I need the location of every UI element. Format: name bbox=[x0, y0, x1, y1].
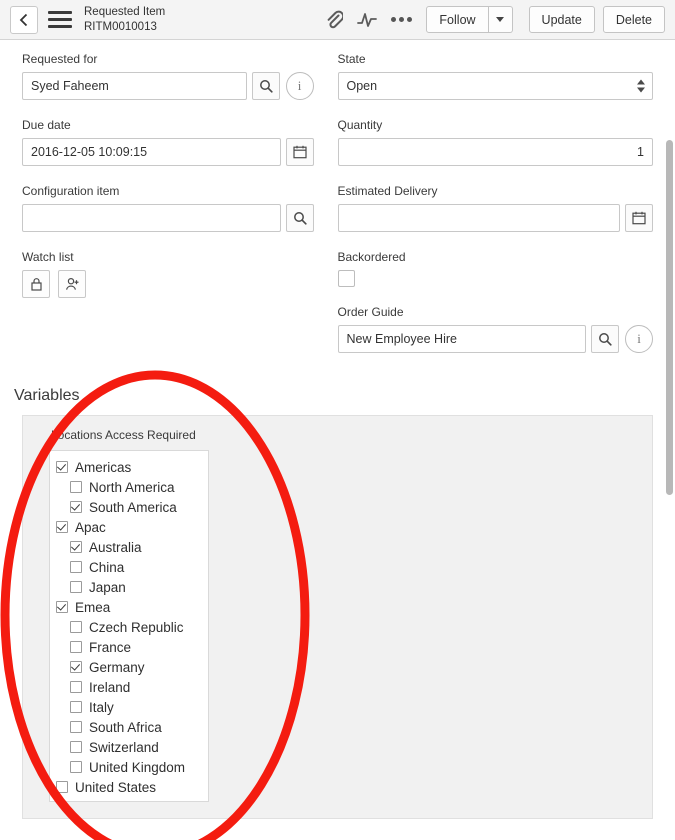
tree-item[interactable] bbox=[50, 657, 208, 677]
form-col-left-2 bbox=[22, 118, 338, 184]
form-row-4 bbox=[0, 250, 675, 371]
tree-checkbox[interactable] bbox=[56, 601, 68, 613]
chevron-left-icon bbox=[19, 13, 29, 27]
tree-checkbox[interactable] bbox=[70, 621, 82, 633]
tree-checkbox[interactable] bbox=[70, 541, 82, 553]
watch-list-add-me-button[interactable] bbox=[58, 270, 86, 298]
calendar-icon bbox=[632, 211, 646, 225]
tree-checkbox[interactable] bbox=[70, 681, 82, 693]
form-col-right-4 bbox=[338, 250, 654, 371]
requested-for-label: Requested for bbox=[22, 52, 98, 66]
tree-item-label: France bbox=[89, 639, 132, 655]
tree-item[interactable] bbox=[50, 457, 208, 477]
header-actions bbox=[426, 6, 665, 33]
chevron-down-icon bbox=[496, 17, 504, 22]
tree-checkbox[interactable] bbox=[70, 641, 82, 653]
add-person-icon bbox=[65, 277, 80, 291]
form-row-2 bbox=[0, 118, 675, 184]
tree-checkbox[interactable] bbox=[70, 581, 82, 593]
app-header bbox=[0, 0, 675, 40]
tree-checkbox[interactable] bbox=[70, 481, 82, 493]
backordered-field bbox=[338, 250, 654, 287]
tree-item[interactable] bbox=[50, 557, 208, 577]
form-col-right-3 bbox=[338, 184, 654, 250]
locations-access-required-label: Locations Access Required bbox=[51, 428, 196, 442]
state-selected-value: Open bbox=[346, 79, 378, 93]
tree-item-label: Japan bbox=[89, 579, 126, 595]
tree-item-label: Germany bbox=[89, 659, 145, 675]
form-row-3 bbox=[0, 184, 675, 250]
requested-for-info-icon[interactable]: i bbox=[286, 72, 314, 100]
form-col-right-1 bbox=[338, 52, 654, 118]
magnifier-icon bbox=[598, 332, 612, 346]
configuration-item-label: Configuration item bbox=[22, 184, 120, 198]
configuration-item-input[interactable] bbox=[22, 204, 281, 232]
watch-list-field bbox=[22, 250, 314, 298]
tree-item-label: Australia bbox=[89, 539, 142, 555]
magnifier-icon bbox=[259, 79, 273, 93]
tree-checkbox[interactable] bbox=[70, 661, 82, 673]
tree-item[interactable] bbox=[50, 757, 208, 777]
tree-item-label: North America bbox=[89, 479, 175, 495]
back-button[interactable] bbox=[10, 6, 38, 34]
variables-panel bbox=[22, 415, 653, 819]
due-date-input[interactable]: 2016-12-05 10:09:15 bbox=[22, 138, 281, 166]
estimated-delivery-field bbox=[338, 184, 654, 232]
tree-item-label: Ireland bbox=[89, 679, 131, 695]
state-select[interactable] bbox=[338, 72, 654, 100]
tree-item-label: United Kingdom bbox=[89, 759, 186, 775]
form-col-right-2 bbox=[338, 118, 654, 184]
tree-item-label: Switzerland bbox=[89, 739, 159, 755]
vertical-scrollbar[interactable] bbox=[666, 140, 673, 495]
tree-item[interactable] bbox=[50, 677, 208, 697]
lock-icon bbox=[30, 277, 43, 291]
tree-item-label: Italy bbox=[89, 699, 114, 715]
tree-item[interactable] bbox=[50, 477, 208, 497]
tree-item[interactable] bbox=[50, 617, 208, 637]
more-options-icon[interactable] bbox=[391, 17, 412, 22]
tree-item[interactable] bbox=[50, 497, 208, 517]
tree-item[interactable] bbox=[50, 717, 208, 737]
record-form bbox=[0, 40, 675, 819]
tree-item-label: Americas bbox=[75, 459, 132, 475]
order-guide-label: Order Guide bbox=[337, 305, 404, 319]
follow-button-group bbox=[426, 6, 512, 33]
tree-item[interactable] bbox=[50, 577, 208, 597]
tree-item[interactable] bbox=[50, 537, 208, 557]
locations-tree bbox=[49, 450, 209, 802]
tree-item-label: Czech Republic bbox=[89, 619, 184, 635]
tree-item[interactable] bbox=[50, 777, 208, 797]
tree-item-label: Emea bbox=[75, 599, 111, 615]
configuration-item-field bbox=[22, 184, 314, 232]
calendar-icon bbox=[293, 145, 307, 159]
tree-item-label: Apac bbox=[75, 519, 106, 535]
tree-item[interactable] bbox=[50, 697, 208, 717]
backordered-checkbox[interactable] bbox=[338, 270, 355, 287]
estimated-delivery-calendar-button[interactable] bbox=[625, 204, 653, 232]
backordered-label: Backordered bbox=[337, 250, 406, 264]
follow-dropdown-button[interactable] bbox=[489, 6, 513, 33]
estimated-delivery-input[interactable] bbox=[338, 204, 621, 232]
tree-item-label: China bbox=[89, 559, 125, 575]
due-date-label: Due date bbox=[22, 118, 71, 132]
spinner-arrows-icon bbox=[637, 80, 645, 93]
quantity-label: Quantity bbox=[337, 118, 383, 132]
tree-item[interactable] bbox=[50, 637, 208, 657]
tree-checkbox[interactable] bbox=[70, 761, 82, 773]
tree-checkbox[interactable] bbox=[70, 741, 82, 753]
tree-checkbox[interactable] bbox=[70, 721, 82, 733]
follow-button[interactable]: Follow bbox=[426, 6, 488, 33]
record-title-block bbox=[84, 5, 325, 34]
hamburger-menu-icon[interactable] bbox=[48, 9, 72, 31]
activity-stream-icon[interactable] bbox=[357, 11, 377, 29]
tree-checkbox[interactable] bbox=[56, 521, 68, 533]
quantity-input[interactable]: 1 bbox=[338, 138, 654, 166]
update-button[interactable]: Update bbox=[529, 6, 595, 33]
tree-item[interactable] bbox=[50, 517, 208, 537]
tree-item[interactable] bbox=[50, 597, 208, 617]
state-field bbox=[338, 52, 654, 100]
form-col-left-1 bbox=[22, 52, 338, 118]
record-number-label: RITM0010013 bbox=[84, 20, 157, 33]
tree-checkbox[interactable] bbox=[56, 461, 68, 473]
order-guide-info-icon[interactable]: i bbox=[625, 325, 653, 353]
tree-checkbox[interactable] bbox=[56, 781, 68, 793]
paperclip-icon[interactable] bbox=[325, 10, 343, 30]
delete-button[interactable]: Delete bbox=[603, 6, 665, 33]
form-col-left-4 bbox=[22, 250, 338, 371]
tree-item-label: United States bbox=[75, 779, 157, 795]
variables-section-title: Variables bbox=[14, 387, 80, 404]
requested-for-field bbox=[22, 52, 314, 100]
quantity-field bbox=[338, 118, 654, 166]
form-col-left-3 bbox=[22, 184, 338, 250]
tree-item-label: South America bbox=[89, 499, 177, 515]
due-date-calendar-button[interactable] bbox=[286, 138, 314, 166]
order-guide-field bbox=[338, 305, 654, 353]
header-icon-group bbox=[325, 10, 412, 30]
tree-checkbox[interactable] bbox=[70, 501, 82, 513]
estimated-delivery-label: Estimated Delivery bbox=[337, 184, 438, 198]
state-label: State bbox=[337, 52, 366, 66]
requested-for-lookup-button[interactable] bbox=[252, 72, 280, 100]
watch-list-label: Watch list bbox=[22, 250, 74, 264]
magnifier-icon bbox=[293, 211, 307, 225]
tree-checkbox[interactable] bbox=[70, 561, 82, 573]
requested-for-input[interactable]: Syed Faheem bbox=[22, 72, 247, 100]
order-guide-lookup-button[interactable] bbox=[591, 325, 619, 353]
tree-checkbox[interactable] bbox=[70, 701, 82, 713]
record-type-label: Requested Item bbox=[84, 6, 166, 19]
due-date-field bbox=[22, 118, 314, 166]
watch-list-lock-button[interactable] bbox=[22, 270, 50, 298]
order-guide-input[interactable]: New Employee Hire bbox=[338, 325, 587, 353]
tree-item-label: South Africa bbox=[89, 719, 162, 735]
form-row-1 bbox=[0, 52, 675, 118]
tree-item[interactable] bbox=[50, 737, 208, 757]
configuration-item-lookup-button[interactable] bbox=[286, 204, 314, 232]
